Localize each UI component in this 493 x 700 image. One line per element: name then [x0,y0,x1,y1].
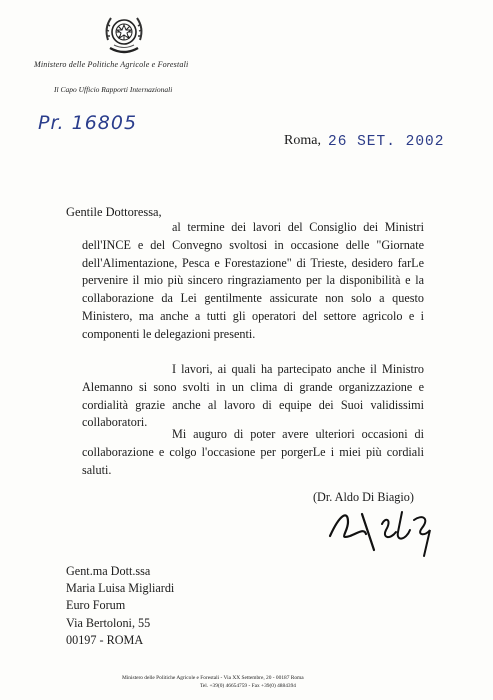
salutation: Gentile Dottoressa, [66,205,162,219]
italian-republic-emblem-icon [102,10,146,58]
protocol-number: Pr. 16805 [38,112,138,134]
signatory-name: (Dr. Aldo Di Biagio) [313,490,414,504]
addressee-city: 00197 - ROMA [66,632,144,647]
addressee-title: Gent.ma Dott.ssa [66,564,151,578]
addressee-street: Via Bertoloni, 55 [66,615,151,630]
footer-phone: Tel. +39(0) 46654759 - Fax +39(0) 4884394 [200,683,296,689]
addressee-block [66,563,174,649]
place-label: Roma, [284,133,321,148]
ministry-name: Ministero delle Politiche Agricole e Forestali [34,60,189,69]
signature-icon [326,506,438,560]
body-paragraph: al termine dei lavori del Consiglio dei Ministri dell'INCE e del Convegno svoltosi in occasione delle "Giornate dell'Alimentazione, Pesca e Forestazione" di Trieste, desidero farLe pervenire il mio più sincero ringraziamento per la disponibilità e la collaborazione da Lei gentilmente assicurate non solo a questo Ministero, ma anche a tutti gli operatori del settore agricolo e i componenti le delegazioni presenti. [82,220,424,341]
addressee-organization: Euro Forum [66,598,126,613]
body-paragraph: Mi auguro di poter avere ulteriori occasioni di collaborazione e colgo l'occasione per porgerLe i miei più cordiali saluti. [82,427,424,477]
footer-address: Ministero delle Politiche Agricole e Forestali - Via XX Settembre, 20 - 00187 Roma [122,675,304,681]
date-stamp: 26 SET. 2002 [328,134,445,150]
body-paragraph: I lavori, ai quali ha partecipato anche il Ministro Alemanno si sono svolti in un clima di grande organizzazione e cordialità grazie anche al lavoro di equipe dei Suoi validissimi collaboratori. [82,362,424,430]
addressee-name: Maria Luisa Migliardi [66,581,175,596]
office-name: Il Capo Ufficio Rapporti Internazionali [54,85,173,94]
